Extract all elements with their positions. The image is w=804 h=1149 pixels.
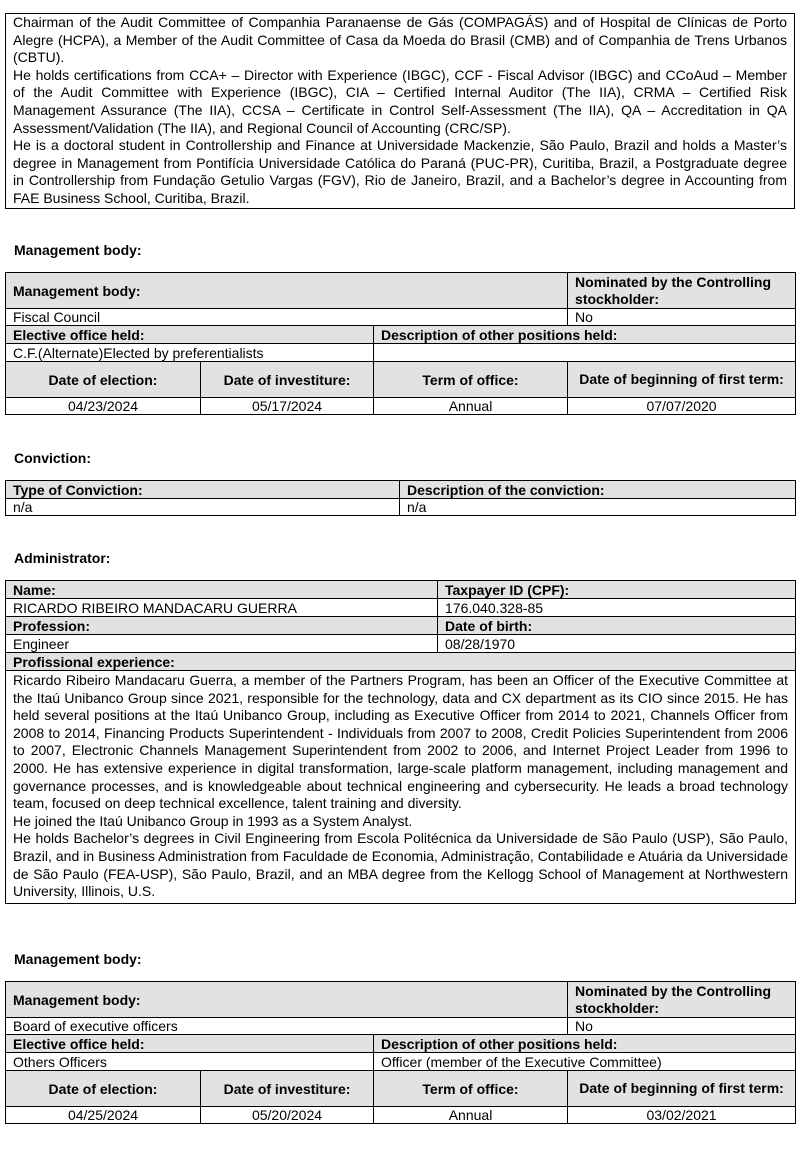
value-date-election: 04/23/2024 [6, 398, 201, 415]
value-taxpayer-id: 176.040.328-85 [438, 599, 796, 617]
top-paragraph: He is a doctoral student in Controllership and Finance at Universidade Mackenzie, São Paulo, Brazil and holds a Master’s degree in Management from Pontifícia Universidade Católica do Paraná (PUC-PR), Curitiba, Brazil, a Postgraduate degree in Controllership from Fundação Getulio Vargas (FGV), Rio de Janeiro, Brazil, and a Bachelor’s degree in Accounting from FAE Business School, Curitiba, Brazil. [13, 137, 787, 206]
value-date-of-birth: 08/28/1970 [438, 635, 796, 653]
value-date-election: 04/25/2024 [6, 1107, 201, 1124]
label-name: Name: [6, 581, 438, 599]
value-other-positions [374, 344, 796, 362]
value-profession: Engineer [6, 635, 438, 653]
label-elective-office: Elective office held: [6, 1035, 374, 1053]
value-elective-office: Others Officers [6, 1053, 374, 1071]
experience-paragraph: He joined the Itaú Unibanco Group in 1993 as a System Analyst. [13, 812, 413, 829]
experience-paragraph: Ricardo Ribeiro Mandacaru Guerra, a member of the Partners Program, has been an Officer of the Executive Committee at the Itaú Unibanco Group since 2021, responsible for the technology, data and CX department as its CIO since 2015. He has held several positions at the Itaú Unibanco Group, including as Executive Officer from 2014 to 2021, Channels Officer from 2008 to 2014, Financing Products Superintendent - Individuals from 2007 to 2008, Credit Policies Superintendent from 2006 to 2007, Electronic Channels Management Superintendent from 2002 to 2006, and Internet Project Leader from 1996 to 2000. He has extensive experience in digital transformation, large-scale platform management, including management and governance processes, and is knowledgeable about technical engineering and cybersecurity. He leads a broad technology team, focused on deep technical excellence, talent training and diversity. [13, 672, 788, 812]
value-date-investiture: 05/20/2024 [201, 1107, 374, 1124]
value-first-term: 07/07/2020 [568, 398, 796, 415]
top-paragraph: He holds certifications from CCA+ – Director with Experience (IBGC), CCF - Fiscal Advisor (IBGC) and CCoAud – Member of the Audit Committee with Experience (IBGC), CIA – Certified Internal Auditor (The IIA), CRMA – Certified Risk Management Assurance (The IIA), CCSA – Certificate in Control Self-Assessment (The IIA), QA – Accreditation in QA Assessment/Validation (The IIA), and Regional Council of Accounting (CRC/SP). [13, 66, 787, 136]
label-date-investiture: Date of investiture: [201, 1071, 374, 1107]
section-heading: Conviction: [14, 450, 91, 466]
label-term: Term of office: [374, 362, 568, 398]
value-name: RICARDO RIBEIRO MANDACARU GUERRA [6, 599, 438, 617]
label-other-positions: Description of other positions held: [374, 1035, 796, 1053]
management-body-table [5, 981, 796, 1124]
section-heading: Administrator: [14, 550, 111, 566]
section-heading: Management body: [14, 951, 142, 967]
label-date-election: Date of election: [6, 1071, 201, 1107]
value-term: Annual [374, 398, 568, 415]
label-conviction-description: Description of the conviction: [400, 481, 796, 499]
value-nominated: No [568, 1018, 796, 1035]
label-professional-experience: Profissional experience: [6, 653, 796, 671]
conviction-table [5, 480, 796, 516]
management-body-table [5, 272, 796, 415]
value-conviction-description: n/a [400, 499, 796, 516]
administrator-table [5, 580, 796, 904]
label-date-investiture: Date of investiture: [201, 362, 374, 398]
label-nominated: Nominated by the Controlling stockholder: [568, 982, 796, 1018]
label-taxpayer-id: Taxpayer ID (CPF): [438, 581, 796, 599]
label-elective-office: Elective office held: [6, 326, 374, 344]
value-term: Annual [374, 1107, 568, 1124]
value-first-term: 03/02/2021 [568, 1107, 796, 1124]
value-management-body: Fiscal Council [6, 309, 568, 326]
value-management-body: Board of executive officers [6, 1018, 568, 1035]
value-elective-office: C.F.(Alternate)Elected by preferentialists [6, 344, 374, 362]
label-term: Term of office: [374, 1071, 568, 1107]
value-date-investiture: 05/17/2024 [201, 398, 374, 415]
top-text-box [5, 13, 795, 209]
label-date-election: Date of election: [6, 362, 201, 398]
section-heading: Management body: [14, 242, 142, 258]
value-other-positions: Officer (member of the Executive Committee) [374, 1053, 796, 1071]
experience-paragraph: He holds Bachelor’s degrees in Civil Engineering from Escola Politécnica da Universidade de São Paulo (USP), São Paulo, Brazil, and in Business Administration from Faculdade de Economia, Administração, Contabilidade e Atuária da Universidade de São Paulo (FEA-USP), São Paulo, Brazil, and an MBA degree from the Kellogg School of Management at Northwestern University, Illinois, U.S. [13, 830, 788, 900]
label-first-term: Date of beginning of first term: [568, 362, 796, 398]
top-paragraph: Chairman of the Audit Committee of Companhia Paranaense de Gás (COMPAGÁS) and of Hospital de Clínicas de Porto Alegre (HCPA), a Member of the Audit Committee of Casa da Moeda do Brasil (CMB) and of Companhia de Trens Urbanos (CBTU). [13, 14, 787, 66]
value-nominated: No [568, 309, 796, 326]
value-conviction-type: n/a [6, 499, 400, 516]
label-date-of-birth: Date of birth: [438, 617, 796, 635]
label-first-term: Date of beginning of first term: [568, 1071, 796, 1107]
label-other-positions: Description of other positions held: [374, 326, 796, 344]
label-conviction-type: Type of Conviction: [6, 481, 400, 499]
professional-experience-text [6, 671, 796, 904]
label-management-body: Management body: [6, 982, 568, 1018]
label-profession: Profession: [6, 617, 438, 635]
label-management-body: Management body: [6, 273, 568, 309]
label-nominated: Nominated by the Controlling stockholder: [568, 273, 796, 309]
